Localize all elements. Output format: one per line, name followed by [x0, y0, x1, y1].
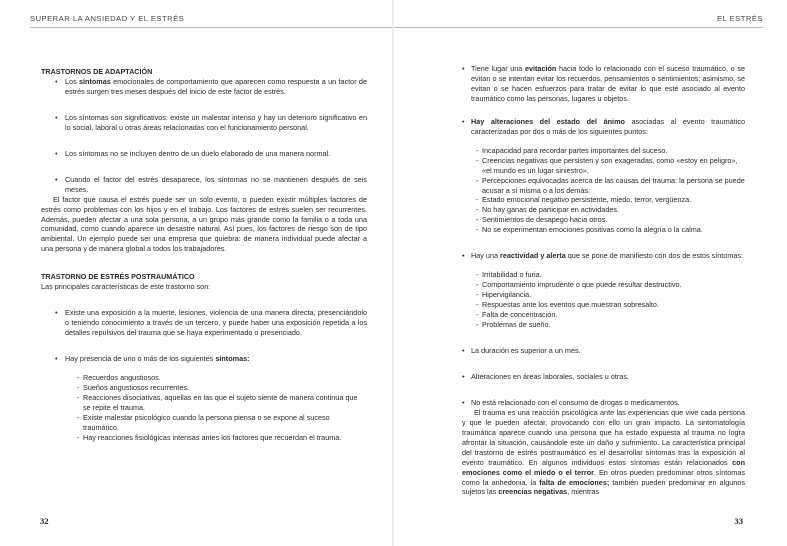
left-page: [0, 0, 393, 546]
list-item: - No se experimentan emociones positivas como la alegría o la calma.: [476, 225, 745, 235]
header-rule: [30, 27, 393, 28]
paragraph-text: El trauma es una reacción psicológica ante las experiencias que vive cada persona y que le pueden afectar, provocando con ello un gran impacto. La sintomatología traumática aparece cuando una persona que ha estado expuesta al trauma no logra afrontar la situación, causándole este un daño y sufrimiento. La característica principal del trastorno de estrés postraumático es el desarrollar síntomas tras la exposición al evento traumático. En algunos individuos estos síntomas están relacionados: [462, 407, 745, 467]
bullet-text: asociadas al evento traumático caracterizadas por dos o más de los siguientes puntos:: [471, 116, 745, 136]
list-item: - Reacciones disociativas, aquellas en las que el sujeto siente de manera continua que se repite el trauma.: [77, 393, 367, 413]
adaptation-paragraph: El factor que causa el estrés puede ser un solo evento, o pueden existir múltiples factores de estrés como problemas con los hijos y en el trabajo. Los factores de estrés suelen ser recurrentes. Además, pueden afectar a una sola persona, a un grupo más grande como la familia o a toda una comunidad, como cuando aparece un desastre natural. Así pues, los factores de riesgo son de tipo ambiental. Un ejemplo puede ser una empresa que quiebra: de manera individual puede afectar a una persona y de manera global a todos los trabajadores.: [41, 194, 367, 254]
left-page-content: [41, 64, 367, 443]
list-item: - Existe malestar psicológico cuando la persona piensa o se expone al suceso traumático.: [77, 413, 367, 433]
list-item: - Creencias negativas que persisten y son exageradas, como «estoy en peligro», «el mundo es un lugar siniestro».: [476, 156, 745, 176]
avoidance-bullet: [462, 64, 745, 104]
running-head-chapter: EL ESTRÉS: [717, 14, 763, 23]
bullet-text: Hay una: [471, 251, 501, 261]
ptsd-bullet-2: [41, 354, 367, 364]
mood-list: [476, 146, 745, 236]
bold-term: síntomas: [78, 76, 111, 86]
page-number: 32: [40, 516, 49, 526]
list-item: - Sentimientos de desapego hacia otros.: [476, 215, 745, 225]
list-item: - Incapacidad para recordar partes importantes del suceso.: [476, 146, 745, 156]
bullet-text: emocionales de comportamiento que aparecen como respuesta a un factor de estrés surgen tres meses después del inicio de este factor de estrés.: [65, 76, 367, 96]
ptsd-intro: Las principales características de este trastorno son:: [41, 282, 211, 292]
symptom-list: [77, 373, 367, 443]
bullet-text: Tiene lugar una: [471, 64, 525, 73]
list-item: - Problemas de sueño.: [476, 320, 745, 330]
section-heading-adaptation: TRASTORNOS DE ADAPTACIÓN: [41, 67, 153, 76]
paragraph-text: , mientras: [567, 487, 600, 497]
bold-term: síntomas:: [215, 354, 250, 364]
header-rule: [394, 27, 763, 28]
bold-term: falta de emociones;: [539, 477, 610, 487]
reactivity-list: [476, 270, 745, 330]
list-item: - Hipervigilancia.: [476, 290, 745, 300]
paragraph-text: también pueden predominar en algunos sujetos las: [462, 477, 745, 497]
bold-term: creencias negativas: [498, 487, 568, 497]
bullet-text: Los: [65, 76, 79, 86]
adaptation-bullet-2: • Los síntomas son significativos: existe un malestar intenso y hay un deterioro significativo en lo social, laboral u otras áreas relacionadas con el funcionamiento personal.: [41, 113, 367, 133]
list-item: - Falta de concentración.: [476, 310, 745, 320]
right-page-content: [462, 64, 745, 497]
bold-term: reactividad y alerta: [500, 251, 566, 261]
bullet-text: hacia todo lo relacionado con el suceso traumático, o se evitan o se intentan evitar los recuerdos, pensamientos o sentimientos; asimismo, se evitan o se hacen esfuerzos para tratar de evitar lo que esté asociado al evento traumático como las personas, lugares u objetos.: [471, 64, 745, 103]
list-item: - Estado emocional negativo persistente, miedo, terror, vergüenza.: [476, 195, 745, 205]
bold-term: Hay alteraciones del estado del ánimo: [471, 116, 625, 126]
drugs-bullet: • No está relacionado con el consumo de drogas o medicamentos.: [462, 398, 745, 408]
list-item: - Respuestas ante los eventos que muestran sobresalto.: [476, 300, 745, 310]
page-number: 33: [734, 516, 743, 526]
adaptation-bullet-1: [41, 77, 367, 97]
list-item: - Recuerdos angustiosos.: [77, 373, 367, 383]
bold-term: con emociones como el miedo o el terror: [462, 457, 745, 477]
adaptation-bullet-3: • Los síntomas no se incluyen dentro de un duelo elaborado de una manera normal.: [41, 149, 367, 159]
mood-bullet: [462, 117, 745, 137]
trauma-paragraph: [462, 408, 745, 498]
list-item: - Sueños angustiosos recurrentes.: [77, 383, 367, 393]
list-item: - Hay reacciones fisiológicas intensas antes los factores que recuerdan el trauma.: [77, 433, 367, 443]
bullet-text: que se pone de manifiesto con dos de estos síntomas:: [565, 251, 744, 261]
adaptation-bullet-4: • Cuando el factor del estrés desaparece, los síntomas no se mantienen después de seis meses.: [41, 175, 367, 195]
list-item: - Percepciones equivocadas acerca de las causas del trauma: la persona se puede acusar a sí misma o a los demás.: [476, 176, 745, 196]
paragraph-text: . En otros pueden predominar otros síntomas como la anhedonia, la: [462, 467, 745, 487]
list-item: - Irritabilidad o furia.: [476, 270, 745, 280]
list-item: - Comportamiento imprudente o que puede resultar destructivo.: [476, 280, 745, 290]
section-heading-ptsd: TRASTORNO DE ESTRÉS POSTRAUMÁTICO: [41, 272, 195, 282]
bullet-text: Hay presencia de uno o más de los siguientes: [65, 354, 216, 364]
running-head-book-title: SUPERAR LA ANSIEDAD Y EL ESTRÉS: [30, 14, 185, 23]
duration-bullet: • La duración es superior a un mes.: [462, 346, 745, 356]
list-item: - No hay ganas de participar en actividades.: [476, 205, 745, 215]
areas-bullet: • Alteraciones en áreas laborales, sociales u otras.: [462, 372, 745, 382]
ptsd-bullet-1: • Existe una exposición a la muerte, lesiones, violencia de una manera directa, presenciándolo o teniendo conocimiento a través de un tercero, y puede haber una exposición repetida a los detalles repulsivos del trauma que se haya experimentado o presenciado.: [41, 308, 367, 338]
right-page: [394, 0, 787, 546]
reactivity-bullet: [462, 251, 745, 261]
bold-term: evitación: [524, 64, 557, 73]
